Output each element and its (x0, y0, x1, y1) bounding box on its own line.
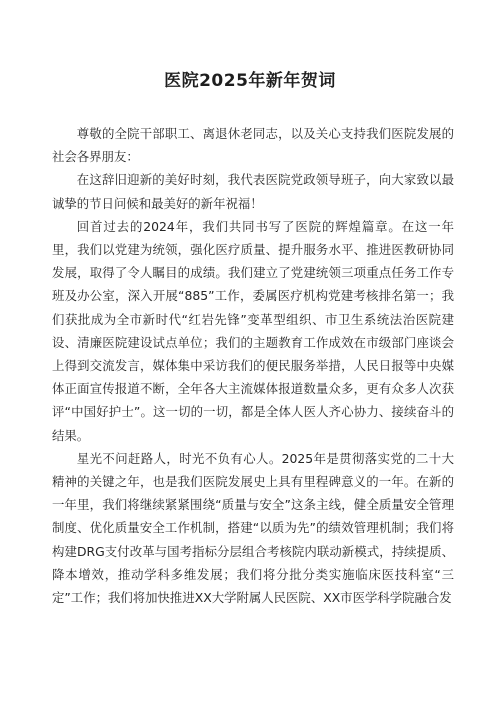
review-paragraph: 回首过去的2024年，我们共同书写了医院的辉煌篇章。在这一年里，我们以党建为统领，强化医疗质量、提升服务水平、推进医教研协同发展，取得了令人瞩目的成绩。我们建立了党建统领三项重点任务工作专班及办公室，深入开展“885”工作，委属医疗机构党建考核排名第一；我们获批成为全市新时代“红岩先锋”变革型组织、市卫生系统法治医院建设、清廉医院建设试点单位；我们的主题教育工作成效在市级部门座谈会上得到交流发言，媒体集中采访我们的便民服务举措，人民日报等中央媒体正面宣传报道不断，全年各大主流媒体报道数量众多，更有众多人次获评“中国好护士”。这一切的一切，都是全体人医人齐心协力、接续奋斗的结果。 (52, 218, 454, 443)
outlook-paragraph: 星光不问赶路人，时光不负有心人。2025年是贯彻落实党的二十大精神的关键之年，也是我们医院发展史上具有里程碑意义的一年。在新的一年里，我们将继续紧紧围绕“质量与安全”这条主线，健全质量安全管理制度、优化质量安全工作机制，搭建“以质为先”的绩效管理机制；我们将构建DRG支付改革与国考指标分层组合考核院内联动新模式，持续提质、降本增效，推动学科多维发展；我们将分批分类实施临床医技科室“三定”工作；我们将加快推进XX大学附属人民医院、XX市医学科学院融合发 (52, 450, 454, 606)
blessing-paragraph: 在这辞旧迎新的美好时刻，我代表医院党政领导班子，向大家致以最诚挚的节日问候和最美好的新年祝福！ (52, 172, 454, 211)
document-title: 医院2025年新年贺词 (164, 71, 336, 91)
document-body (52, 122, 454, 609)
greeting-paragraph: 尊敬的全院干部职工、离退休老同志，以及关心支持我们医院发展的社会各界朋友： (52, 126, 454, 165)
